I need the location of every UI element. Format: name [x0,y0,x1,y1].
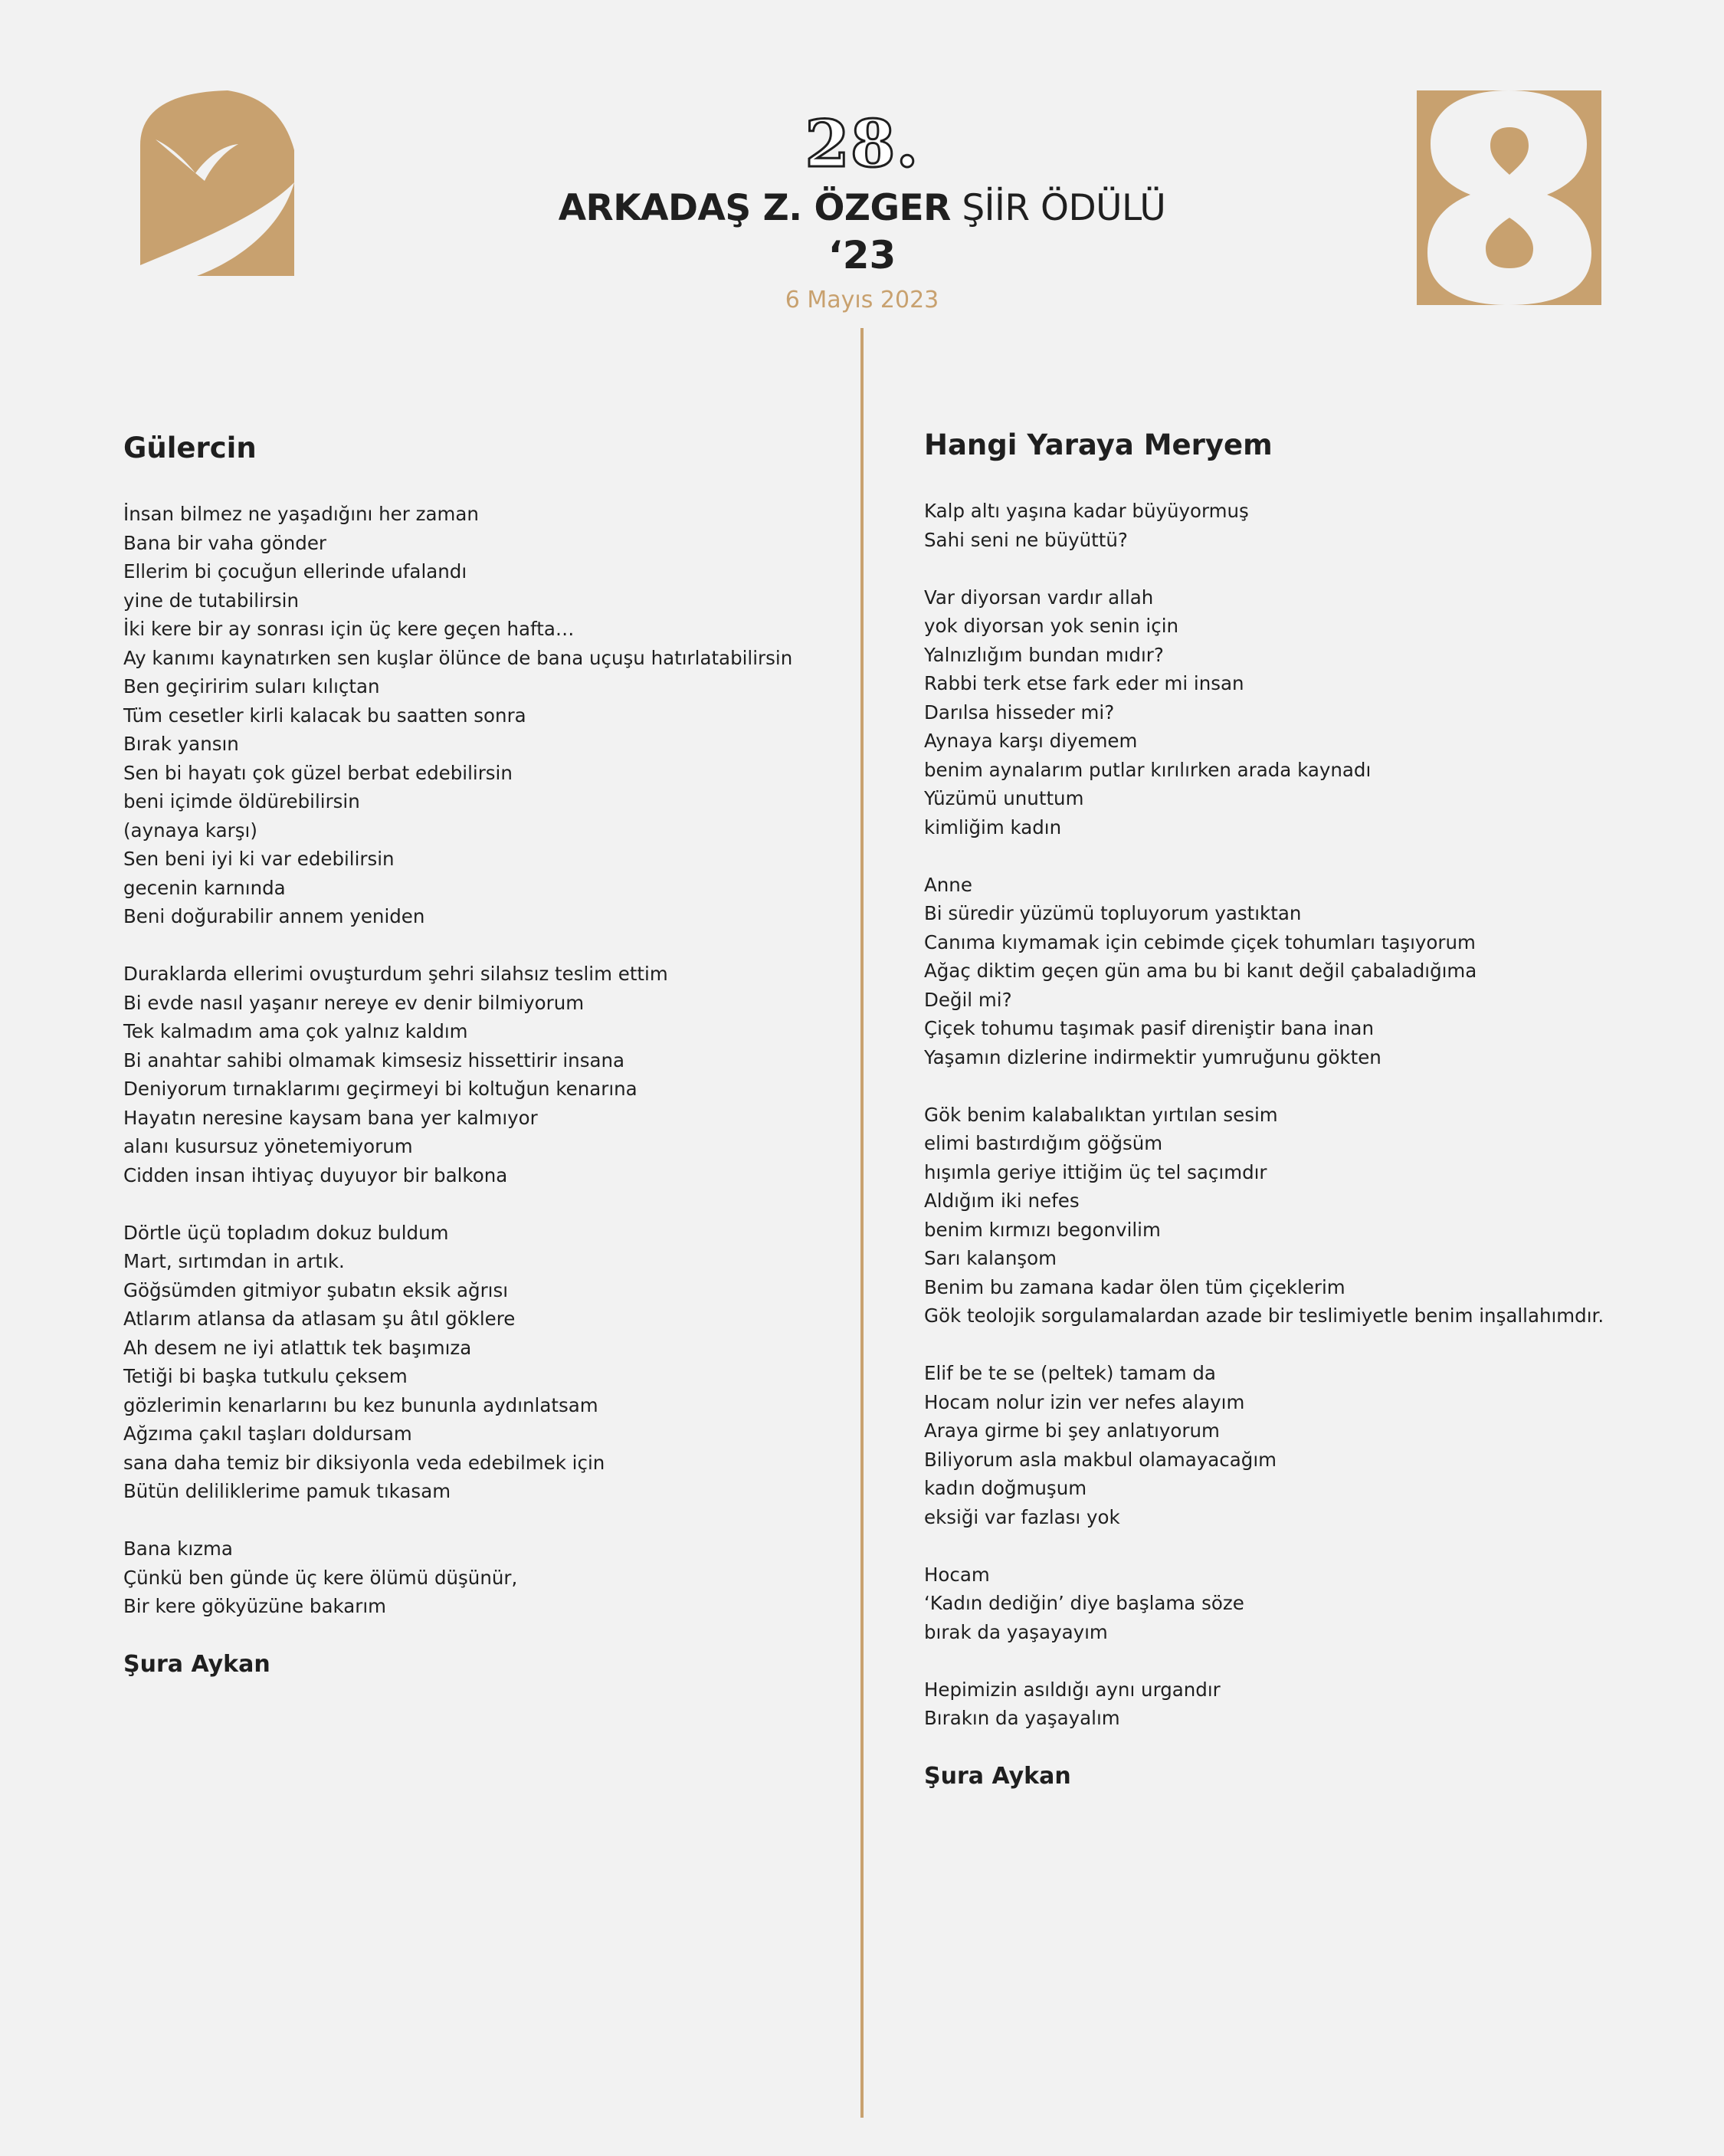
stanza [924,871,1690,1072]
poem-line: gecenin karnında [123,876,286,899]
poem-line: Hocam [924,1563,990,1586]
poem-line: Darılsa hisseder mi? [924,701,1115,724]
poem-line: Ağzıma çakıl taşları doldursam [123,1423,412,1445]
poem-line: kimliğim kadın [924,815,1062,838]
poem-line: Ağaç diktim geçen gün ama bu bi kanıt değil çabaladığıma [924,960,1477,982]
poem-line: ‘Kadın dediğin’ diye başlama söze [924,1592,1244,1614]
poem-line: Sen beni iyi ki var edebilirsin [123,848,395,870]
poem-line: Gök benim kalabalıktan yırtılan sesim [924,1103,1278,1126]
stanza [123,500,813,931]
edition-number: 28. [805,106,919,182]
poem-line: Gök teolojik sorgulamalardan azade bir teslimiyetle benim inşallahımdır. [924,1304,1604,1327]
stanza [924,497,1690,554]
poem-line: Ah desem ne iyi atlattık tek başımıza [123,1336,472,1359]
page-header [0,106,1724,316]
poem-line: Araya girme bi şey anlatıyorum [924,1419,1220,1442]
poem-line: Atlarım atlansa da atlasam şu âtıl göklere [123,1308,516,1330]
poem-line: Aldığım iki nefes [924,1190,1080,1212]
poem-line: Göğsümden gitmiyor şubatın eksik ağrısı [123,1278,509,1301]
poem-line: Hocam nolur izin ver nefes alayım [924,1390,1245,1413]
poem-line: benim kırmızı begonvilim [924,1218,1161,1241]
poem-title: Hangi Yaraya Meryem [924,428,1273,461]
poem-line: Hayatın neresine kaysam bana yer kalmıyor [123,1106,538,1129]
poem-line: Var diyorsan vardır allah [924,586,1154,609]
award-date: 6 Mayıs 2023 [785,287,939,313]
poem-line: kadın doğmuşum [924,1477,1087,1499]
poem-line: Bırakın da yaşayalım [924,1707,1120,1729]
poem-line: Yüzümü unuttum [924,787,1084,809]
poem-line: Sahi seni ne büyüttü? [924,528,1128,551]
poem-line: yok diyorsan yok senin için [924,615,1179,637]
award-title-light: ŞİİR ÖDÜLÜ [962,187,1166,229]
stanza [924,583,1690,842]
award-title [0,185,1724,231]
poem-line: Kalp altı yaşına kadar büyüyormuş [924,500,1249,522]
poem-line: Bana bir vaha gönder [123,531,326,554]
stanza [123,960,813,1190]
poem-line: Bırak yansın [123,733,239,755]
poem-line: Çünkü ben günde üç kere ölümü düşünür, [123,1566,518,1589]
poem-author: Şura Aykan [123,1651,270,1678]
poem-line: Ben geçiririm suları kılıçtan [123,675,380,697]
poem-line: yine de tutabilirsin [123,589,300,612]
poem-line: gözlerimin kenarlarını bu kez bununla aydınlatsam [123,1393,598,1416]
poem-line: Ay kanımı kaynatırken sen kuşlar ölünce de bana uçuşu hatırlatabilirsin [123,646,793,669]
poem-line: Bi anahtar sahibi olmamak kimsesiz hissettirir insana [123,1048,625,1071]
poem-line: İki kere bir ay sonrası için üç kere geçen hafta… [123,618,575,640]
poem-line: Rabbi terk etse fark eder mi insan [924,672,1244,694]
poem-line: Sen bi hayatı çok güzel berbat edebilirsin [123,761,513,784]
poem-line: Bir kere gökyüzüne bakarım [123,1595,386,1617]
poem-line: hışımla geriye ittiğim üç tel saçımdır [924,1160,1267,1183]
poem-line: sana daha temiz bir diksiyonla veda edebilmek için [123,1451,605,1474]
poem-title: Gülercin [123,432,257,464]
stanza [924,1101,1690,1331]
poem-hangi-yaraya-meryem [924,426,1690,1792]
poem-line: beni içimde öldürebilirsin [123,790,360,812]
stanza [924,1560,1690,1647]
poem-line: Bana kızma [123,1537,233,1560]
poem-line: Tetiği bi başka tutkulu çeksem [123,1365,408,1387]
poem-author: Şura Aykan [924,1763,1071,1790]
poem-line: Ellerim bi çocuğun ellerinde ufalandı [123,560,467,582]
poem-line: alanı kusursuz yönetemiyorum [123,1135,413,1157]
poem-line: Benim bu zamana kadar ölen tüm çiçeklerim [924,1275,1345,1298]
stanza [123,1534,813,1621]
poem-line: Tüm cesetler kirli kalacak bu saatten sonra [123,704,526,727]
poem-line: Anne [924,873,972,896]
poem-line: Bi süredir yüzümü topluyorum yastıktan [924,902,1302,924]
poem-line: Sarı kalanşom [924,1247,1057,1269]
poem-line: Yalnızlığım bundan mıdır? [924,643,1164,666]
award-year: ‘23 [828,233,896,277]
poem-line: Elif be te se (peltek) tamam da [924,1362,1216,1384]
poem-line: Hepimizin asıldığı aynı urgandır [924,1678,1221,1701]
poem-line: Aynaya karşı diyemem [924,730,1138,752]
poem-line: Deniyorum tırnaklarımı geçirmeyi bi koltuğun kenarına [123,1078,637,1100]
poem-line: Biliyorum asla makbul olamayacağım [924,1448,1277,1471]
poem-line: Tek kalmadım ama çok yalnız kaldım [123,1020,468,1042]
award-title-bold: ARKADAŞ Z. ÖZGER [558,187,951,229]
poem-line: eksiği var fazlası yok [924,1505,1120,1528]
poem-line: Yaşamın dizlerine indirmektir yumruğunu gökten [924,1045,1381,1068]
stanza [924,1675,1690,1733]
poem-line: İnsan bilmez ne yaşadığını her zaman [123,503,479,525]
poem-gulercin [123,429,813,1680]
poem-line: Çiçek tohumu taşımak pasif direniştir bana inan [924,1017,1374,1039]
poem-line: elimi bastırdığım göğsüm [924,1132,1163,1154]
poem-line: bırak da yaşayayım [924,1620,1108,1643]
poem-line: benim aynalarım putlar kırılırken arada kaynadı [924,758,1372,781]
poem-line: Duraklarda ellerimi ovuşturdum şehri silahsız teslim ettim [123,963,668,985]
poem-line: Dörtle üçü topladım dokuz buldum [123,1221,449,1244]
poem-line: Bi evde nasıl yaşanır nereye ev denir bilmiyorum [123,991,585,1014]
poem-line: Canıma kıymamak için cebimde çiçek tohumları taşıyorum [924,930,1476,953]
poem-line: Cidden insan ihtiyaç duyuyor bir balkona [123,1163,508,1186]
stanza [123,1219,813,1506]
poem-line: Değil mi? [924,988,1012,1011]
stanza [924,1359,1690,1531]
poem-line: (aynaya karşı) [123,819,257,842]
poem-line: Mart, sırtımdan in artık. [123,1250,345,1272]
column-divider [860,328,864,2118]
poem-line: Bütün deliliklerime pamuk tıkasam [123,1480,451,1502]
poem-line: Beni doğurabilir annem yeniden [123,905,425,927]
